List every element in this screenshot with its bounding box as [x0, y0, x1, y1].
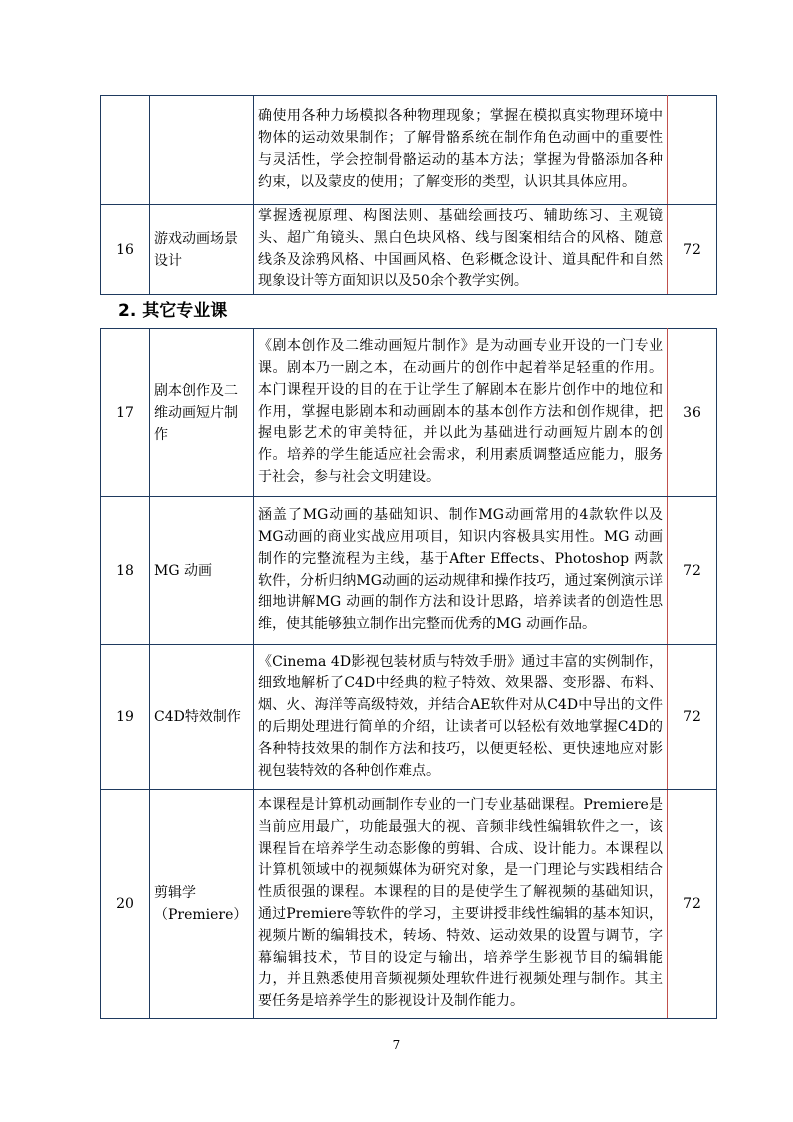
table-row — [101, 497, 717, 645]
table-row — [101, 205, 717, 295]
course-number: 19 — [101, 645, 150, 790]
course-description: 掌握透视原理、构图法则、基础绘画技巧、辅助练习、主观镜头、超广角镜头、黑白色块风格、线与图案相结合的风格、随意线条及涂鸦风格、中国画风格、色彩概念设计、道具配件和自然现象设计等方面知识以及50余个教学实例。 — [254, 205, 668, 295]
course-table-other — [100, 328, 717, 1019]
course-name: MG 动画 — [150, 497, 254, 645]
course-description: 《Cinema 4D影视包装材质与特效手册》通过丰富的实例制作，细致地解析了C4D中经典的粒子特效、效果器、变形器、布料、烟、火、海洋等高级特效，并结合AE软件对从C4D中导出的文件的后期处理进行简单的介绍，让读者可以轻松有效地掌握C4D的各种特技效果的制作方法和技巧，以便更轻松、更快速地应对影视包装特效的各种创作难点。 — [254, 645, 668, 790]
table-row — [101, 329, 717, 497]
course-hours: 72 — [668, 205, 717, 295]
course-hours — [668, 96, 717, 205]
table-row — [101, 96, 717, 205]
course-hours: 72 — [668, 497, 717, 645]
course-number: 18 — [101, 497, 150, 645]
course-description: 《剧本创作及二维动画短片制作》是为动画专业开设的一门专业课。剧本乃一剧之本，在动画片的创作中起着举足轻重的作用。本门课程开设的目的在于让学生了解剧本在影片创作中的地位和作用，掌握电影剧本和动画剧本的基本创作方法和创作规律，把握电影艺术的审美特征，并以此为基础进行动画短片剧本的创作。培养的学生能适应社会需求，利用素质调整适应能力，服务于社会，参与社会文明建设。 — [254, 329, 668, 497]
course-description: 本课程是计算机动画制作专业的一门专业基础课程。Premiere是当前应用最广，功能最强大的视、音频非线性编辑软件之一，该课程旨在培养学生动态影像的剪辑、合成、设计能力。本课程以计算机领域中的视频媒体为研究对象，是一门理论与实践相结合性质很强的课程。本课程的目的是使学生了解视频的基础知识，通过Premiere等软件的学习，主要讲授非线性编辑的基本知识，视频片断的编辑技术，转场、特效、运动效果的设置与调节，字幕编辑技术，节目的设定与输出，培养学生影视节目的编辑能力，并且熟悉使用音频视频处理软件进行视频处理与制作。其主要任务是培养学生的影视设计及制作能力。 — [254, 790, 668, 1019]
course-hours: 72 — [668, 645, 717, 790]
course-number: 20 — [101, 790, 150, 1019]
course-table-continued — [100, 95, 717, 295]
course-number: 17 — [101, 329, 150, 497]
course-hours: 36 — [668, 329, 717, 497]
section-title: 2. 其它专业课 — [118, 301, 228, 321]
course-number — [101, 96, 150, 205]
course-name: 剧本创作及二维动画短片制作 — [150, 329, 254, 497]
course-name: C4D特效制作 — [150, 645, 254, 790]
course-name: 剪辑学（Premiere） — [150, 790, 254, 1019]
table-row — [101, 790, 717, 1019]
course-name: 游戏动画场景设计 — [150, 205, 254, 295]
course-hours: 72 — [668, 790, 717, 1019]
page-number: 7 — [392, 1038, 401, 1052]
course-description: 涵盖了MG动画的基础知识、制作MG动画常用的4款软件以及MG动画的商业实战应用项目，知识内容极具实用性。MG 动画制作的完整流程为主线，基于After Effects、Photoshop 两款软件，分析归纳MG动画的运动规律和操作技巧，通过案例演示详细地讲解MG 动画的制作方法和设计思路，培养读者的创造性思维，使其能够独立制作出完整而优秀的MG 动画作品。 — [254, 497, 668, 645]
course-number: 16 — [101, 205, 150, 295]
table-row — [101, 645, 717, 790]
course-description: 确使用各种力场模拟各种物理现象；掌握在模拟真实物理环境中物体的运动效果制作；了解骨骼系统在制作角色动画中的重要性与灵活性，学会控制骨骼运动的基本方法；掌握为骨骼添加各种约束，以及蒙皮的使用；了解变形的类型，认识其具体应用。 — [254, 96, 668, 205]
course-name — [150, 96, 254, 205]
